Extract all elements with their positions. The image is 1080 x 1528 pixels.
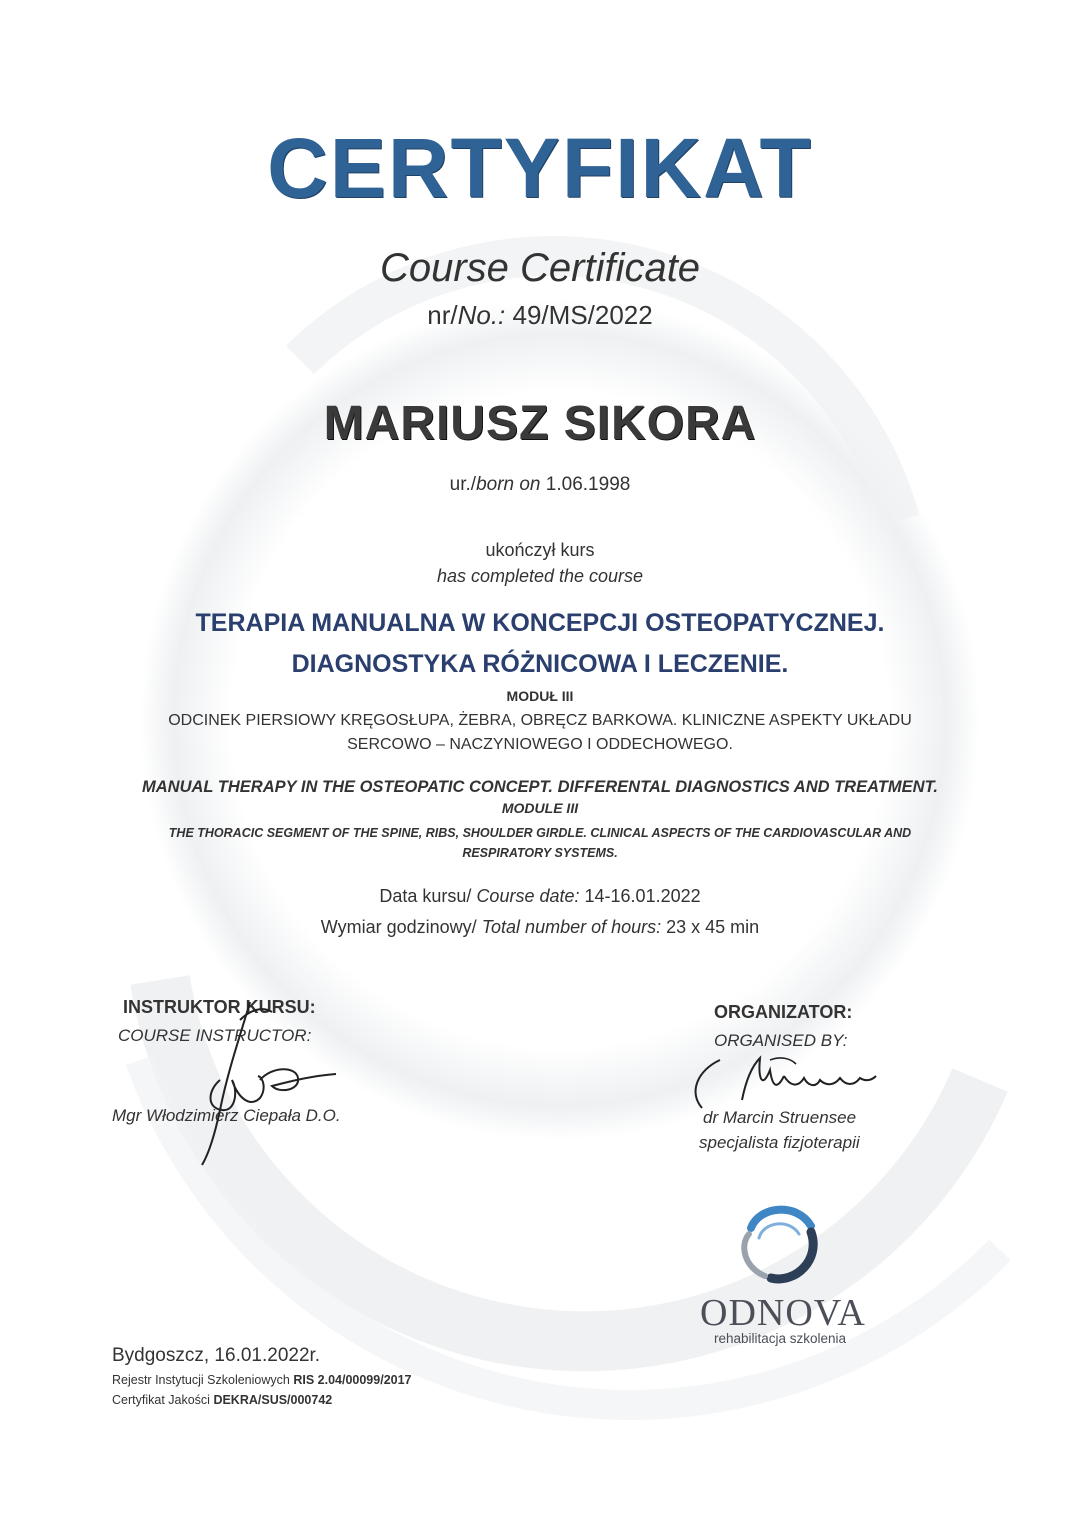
- born-prefix-pl: ur./: [449, 474, 477, 495]
- quality-value: DEKRA/SUS/000742: [213, 1393, 333, 1407]
- number-value: 49/MS/2022: [512, 300, 653, 330]
- odnova-ring-logo-icon: [737, 1198, 823, 1288]
- instructor-signature: [180, 990, 350, 1170]
- course-date: [0, 886, 1080, 907]
- registry-label: Rejestr Instytucji Szkoleniowych: [112, 1373, 290, 1387]
- instructor-name: Mgr Włodzimierz Ciepała D.O.: [112, 1106, 341, 1125]
- organizer-label-en: ORGANISED BY:: [714, 1031, 848, 1050]
- course-title-pl-line2: DIAGNOSTYKA RÓŻNICOWA I LECZENIE.: [291, 650, 789, 678]
- course-date-label-pl: Data kursu/: [379, 886, 472, 906]
- instructor-label-pl: INSTRUKTOR KURSU:: [123, 997, 316, 1017]
- organizer-label-pl: ORGANIZATOR:: [714, 1002, 853, 1022]
- number-prefix-en: No.:: [457, 300, 506, 330]
- certificate-subtitle: Course Certificate: [379, 246, 701, 290]
- certificate-number: [0, 300, 1080, 331]
- module-description-en-line1: THE THORACIC SEGMENT OF THE SPINE, RIBS, SHOULDER GIRDLE. CLINICAL ASPECTS OF THE CARDIOVASCULAR AND: [168, 826, 912, 840]
- course-hours: [0, 917, 1080, 938]
- registry-info: [112, 1373, 412, 1387]
- odnova-logo-tagline: rehabilitacja szkolenia: [713, 1331, 847, 1346]
- module-label-pl: MODUŁ III: [506, 688, 574, 704]
- born-prefix-en: born on: [476, 474, 541, 495]
- course-date-value: 14-16.01.2022: [584, 886, 701, 906]
- organizer-name: dr Marcin Struensee: [703, 1108, 857, 1127]
- completion-text-pl: ukończył kurs: [485, 540, 595, 560]
- organizer-role: specjalista fizjoterapii: [699, 1133, 860, 1152]
- recipient-birth-date: [0, 474, 1080, 496]
- organizer-signature: [680, 1030, 880, 1130]
- module-description-pl-line2: SERCOWO – NACZYNIOWEGO I ODDECHOWEGO.: [347, 736, 733, 753]
- hours-value: 23 x 45 min: [666, 917, 760, 937]
- place-and-date: Bydgoszcz, 16.01.2022r.: [112, 1345, 321, 1366]
- certificate-title: CERTYFIKAT: [267, 121, 813, 215]
- module-description-en-line2: RESPIRATORY SYSTEMS.: [462, 846, 618, 860]
- hours-label-en: Total number of hours:: [481, 917, 662, 937]
- course-title-en: MANUAL THERAPY IN THE OSTEOPATIC CONCEPT. DIFFERENTAL DIAGNOSTICS AND TREATMENT.: [142, 778, 938, 796]
- odnova-logo-text: ODNOVA: [700, 1292, 866, 1334]
- recipient-name: MARIUSZ SIKORA: [323, 397, 757, 450]
- instructor-label-en: COURSE INSTRUCTOR:: [118, 1026, 312, 1045]
- course-date-label-en: Course date:: [476, 886, 580, 906]
- module-label-en: MODULE III: [501, 800, 579, 816]
- registry-value: RIS 2.04/00099/2017: [293, 1373, 412, 1387]
- completion-text-en: has completed the course: [436, 566, 644, 586]
- module-description-pl-line1: ODCINEK PIERSIOWY KRĘGOSŁUPA, ŻEBRA, OBRĘCZ BARKOWA. KLINICZNE ASPEKTY UKŁADU: [168, 712, 912, 729]
- quality-label: Certyfikat Jakości: [112, 1393, 210, 1407]
- born-date: 1.06.1998: [545, 474, 631, 495]
- quality-certificate-info: [112, 1393, 332, 1407]
- hours-label-pl: Wymiar godzinowy/: [320, 917, 477, 937]
- number-prefix-pl: nr/: [427, 300, 458, 330]
- course-title-pl-line1: TERAPIA MANUALNA W KONCEPCJI OSTEOPATYCZNEJ.: [195, 609, 885, 637]
